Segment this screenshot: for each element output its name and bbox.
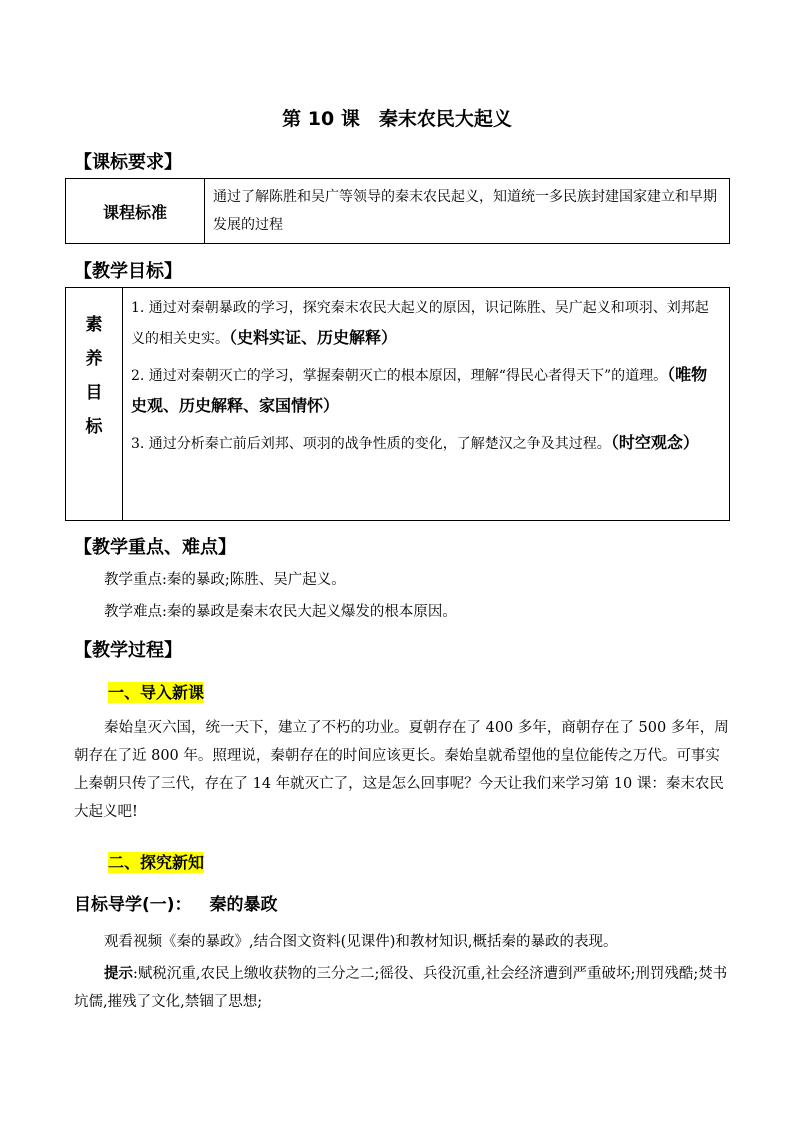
keypoint-difficulty: 教学难点:秦的暴政是秦末农民大起义爆发的根本原因。 — [104, 604, 457, 620]
section-curriculum: 【课标要求】 — [74, 152, 182, 173]
curriculum-text: 通过了解陈胜和吴广等领导的秦末农民起义，知道统一多民族封建国家建立和早期发展的过程 — [205, 179, 730, 244]
goal1-paragraph: 观看视频《秦的暴政》,结合图文资料(见课件)和教材知识,概括秦的暴政的表现。 — [104, 934, 618, 950]
objectives-label-char: 目 — [85, 383, 103, 403]
hint-text: :赋税沉重,农民上缴收获物的三分之二;徭役、兵役沉重,社会经济遭到严重破坏;刑罚残酷;焚书坑儒,摧残了文化,禁锢了思想; — [74, 966, 728, 1010]
objective-item — [131, 428, 721, 459]
page-title: 第 10 课 秦末农民大起义 — [282, 108, 512, 130]
step2-heading — [108, 850, 204, 873]
objective-tag: （史料实证、历史解释） — [229, 328, 398, 347]
step1-heading-text: 一、导入新课 — [108, 683, 205, 702]
objectives-label-char: 标 — [85, 417, 103, 437]
section-keypoints: 【教学重点、难点】 — [74, 537, 236, 558]
step2-heading-text: 二、探究新知 — [108, 853, 205, 872]
goal1-label: 目标导学(一)： — [74, 895, 192, 915]
goal1-heading — [74, 890, 278, 915]
objectives-label-char: 养 — [85, 349, 103, 369]
objective-text: 3. 通过分析秦亡前后刘邦、项羽的战争性质的变化，了解楚汉之争及其过程。 — [131, 436, 611, 452]
objectives-label-char: 素 — [85, 315, 103, 335]
objective-text: 1. 通过对秦朝暴政的学习，探究秦末农民大起义的原因，识记陈胜、吴广起义和项羽、刘邦起义的相关史实。 — [131, 300, 709, 347]
curriculum-table — [65, 178, 730, 244]
objectives-label — [66, 288, 123, 521]
objective-item — [131, 294, 721, 354]
section-objectives: 【教学目标】 — [74, 261, 182, 282]
step1-heading — [108, 680, 204, 703]
objectives-table — [65, 287, 730, 521]
objectives-content — [123, 288, 730, 521]
objective-tag: （唯物史观、历史解释、家国情怀） — [131, 365, 708, 415]
step1-paragraph: 秦始皇灭六国，统一天下，建立了不朽的功业。夏朝存在了 400 多年，商朝存在了 500 多年，周朝存在了近 800 年。照理说，秦朝存在的时间应该更长。秦始皇就希望他的皇位能传之万代。可事实上秦朝只传了三代，存在了 14 年就灭亡了，这是怎么回事呢？今天让我们来学习第 10 课：秦末农民大起义吧! — [74, 720, 729, 820]
hint-label: 提示 — [104, 965, 133, 982]
hint-paragraph — [74, 960, 730, 1016]
objective-tag: （时空观念） — [610, 433, 699, 452]
section-process: 【教学过程】 — [74, 640, 182, 661]
curriculum-label: 课程标准 — [66, 179, 205, 244]
goal1-title: 秦的暴政 — [209, 895, 278, 915]
objective-item — [131, 360, 721, 422]
objective-text: 2. 通过对秦朝灭亡的学习，掌握秦朝灭亡的根本原因，理解“得民心者得天下”的道理。 — [131, 368, 668, 384]
keypoint-focus: 教学重点:秦的暴政;陈胜、吴广起义。 — [104, 572, 346, 588]
